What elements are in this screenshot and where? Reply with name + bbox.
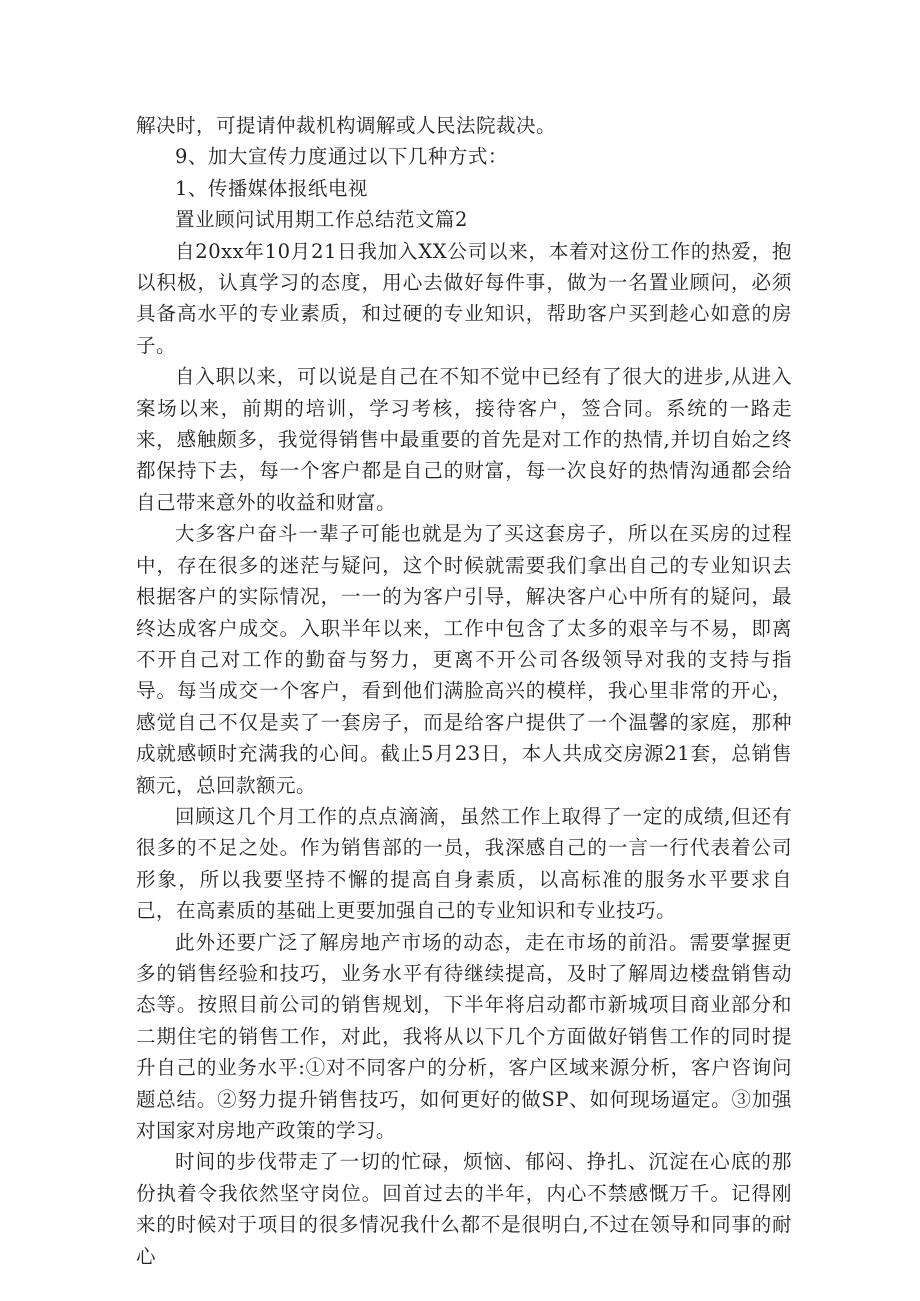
paragraph: 解决时，可提请仲裁机构调解或人民法院裁决。 — [136, 114, 557, 137]
list-heading: 9、加大宣传力度通过以下几种方式： — [175, 145, 508, 169]
paragraph: 时间的步伐带走了一切的忙碌，烦恼、郁闷、挣扎、沉淀在心底的那份执着令我依然坚守岗位。回首过去的半年，内心不禁感慨万千。记得刚来的时候对于项目的很多情况我什么都不是很明白,不过在领导和同事的耐心 — [136, 1150, 792, 1268]
paragraph: 此外还要广泛了解房地产市场的动态，走在市场的前沿。需要掌握更多的销售经验和技巧，业务水平有待继续提高，及时了解周边楼盘销售动态等。按照目前公司的销售规划，下半年将启动都市新城项目商业部分和二期住宅的销售工作，对此，我将从以下几个方面做好销售工作的同时提升自己的业务水平:①对不同客户的分析，客户区域来源分析，客户咨询问题总结。②努力提升销售技巧，如何更好的做SP、如何现场逼定。③加强对国家对房地产政策的学习。 — [136, 930, 792, 1142]
list-item: 1、传播媒体报纸电视 — [175, 176, 368, 200]
body-text — [136, 110, 792, 1272]
paragraph: 自20xx年10月21日我加入XX公司以来，本着对这份工作的热爱，抱以积极，认真学习的态度，用心去做好每件事，做为一名置业顾问，必须具备高水平的专业素质，和过硬的专业知识，帮助客户买到趁心如意的房子。 — [136, 239, 792, 357]
section-title: 置业顾问试用期工作总结范文篇2 — [175, 208, 468, 232]
paragraph: 回顾这几个月工作的点点滴滴，虽然工作上取得了一定的成绩,但还有很多的不足之处。作为销售部的一员，我深感自己的一言一行代表着公司形象，所以我要坚持不懈的提高自身素质，以高标准的服务水平要求自己，在高素质的基础上更要加强自己的专业知识和专业技巧。 — [136, 804, 792, 923]
paragraph: 自入职以来，可以说是自己在不知不觉中已经有了很大的进步,从进入案场以来，前期的培训，学习考核，接待客户，签合同。系统的一路走来，感触颇多，我觉得销售中最重要的首先是对工作的热情,并切自始之终都保持下去，每一个客户都是自己的财富，每一次良好的热情沟通都会给自己带来意外的收益和财富。 — [136, 365, 792, 514]
paragraph: 大多客户奋斗一辈子可能也就是为了买这套房子，所以在买房的过程中，存在很多的迷茫与疑问，这个时候就需要我们拿出自己的专业知识去根据客户的实际情况，一一的为客户引导，解决客户心中所有的疑问，最终达成客户成交。入职半年以来，工作中包含了太多的艰辛与不易，即离不开自己对工作的勤奋与努力，更离不开公司各级领导对我的支持与指导。每当成交一个客户，看到他们满脸高兴的模样，我心里非常的开心，感觉自己不仅是卖了一套房子，而是给客户提供了一个温馨的家庭，那种成就感顿时充满我的心间。截止5月23日，本人共成交房源21套，总销售额元，总回款额元。 — [136, 522, 792, 797]
